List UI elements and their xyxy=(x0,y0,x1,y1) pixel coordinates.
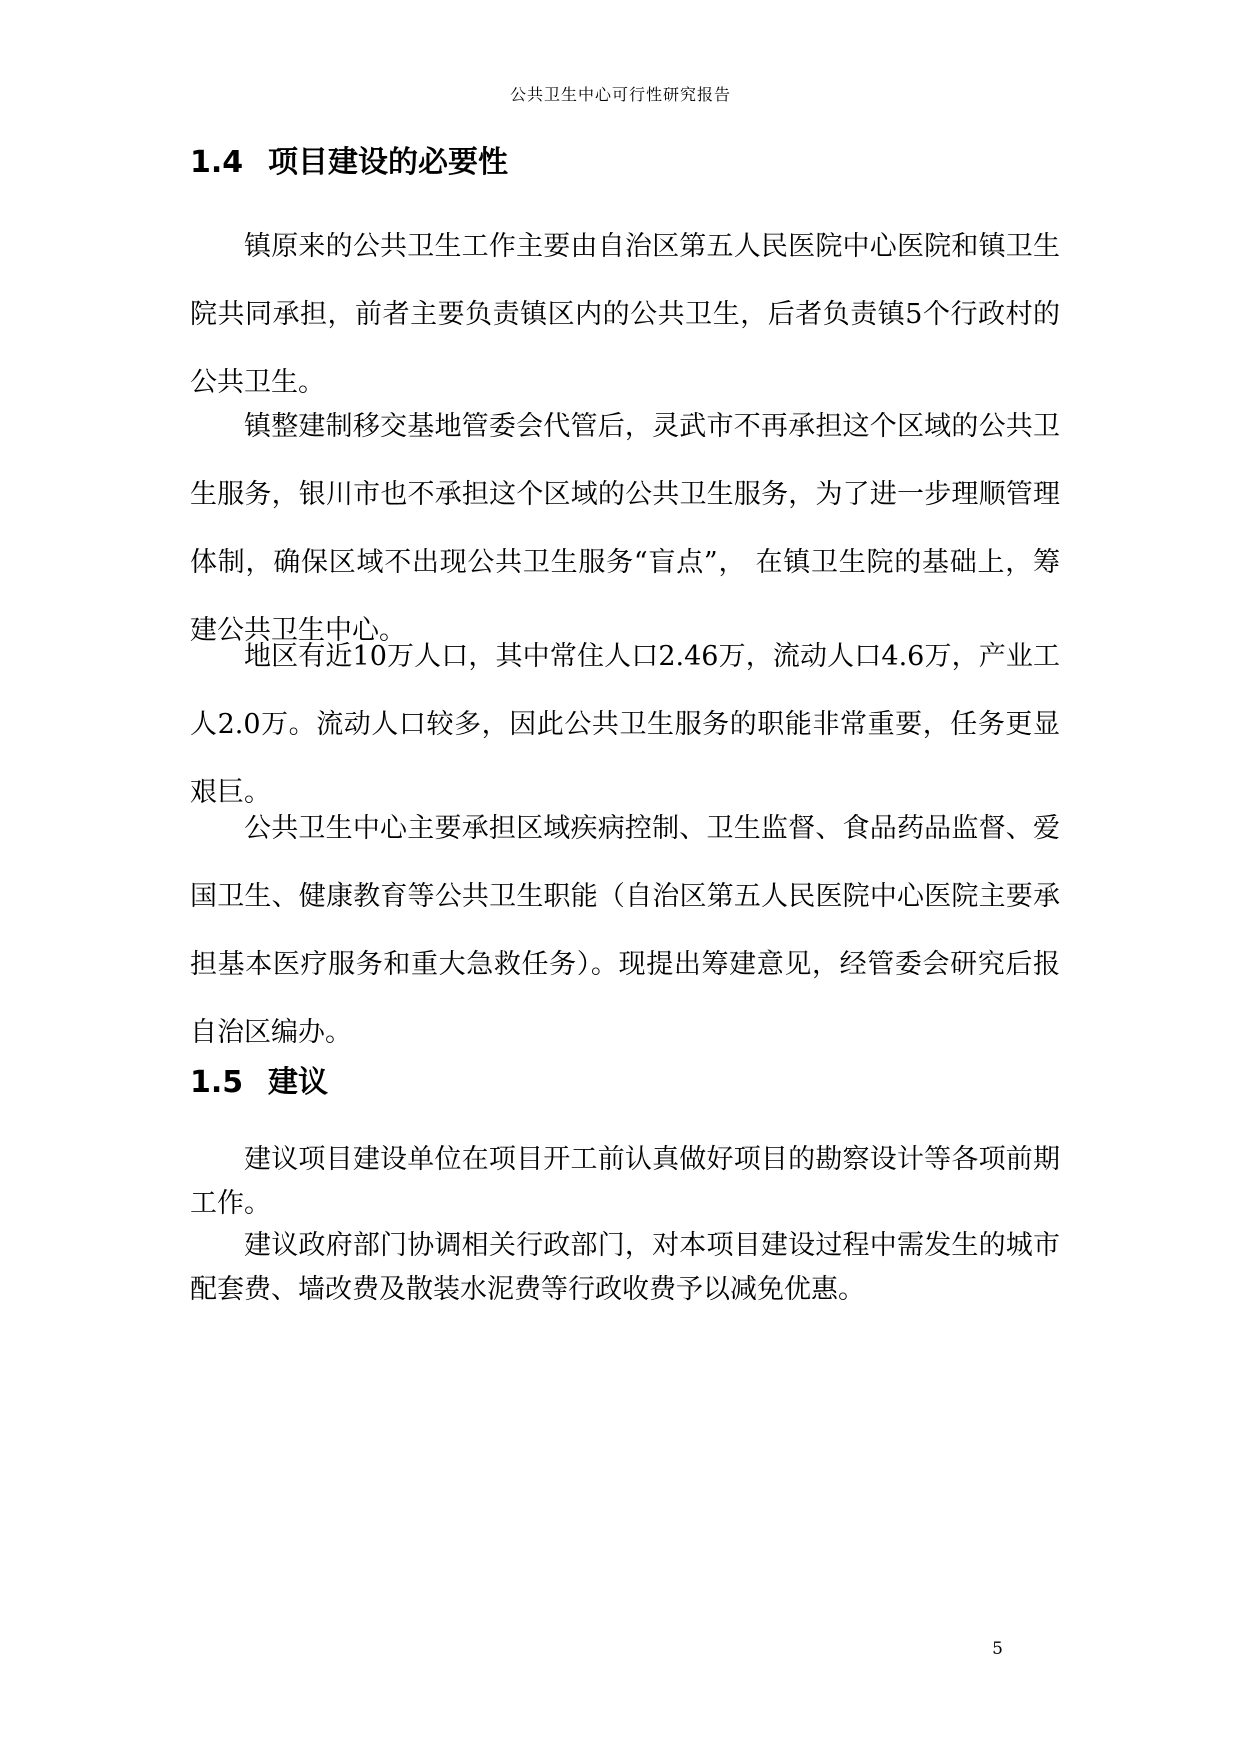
body-paragraph: 地区有近10万人口，其中常住人口2.46万，流动人口4.6万，产业工人2.0万。流动人口较多，因此公共卫生服务的职能非常重要，任务更显艰巨。 xyxy=(190,641,1060,808)
body-paragraph: 建议政府部门协调相关行政部门，对本项目建设过程中需发生的城市配套费、墙改费及散装水泥费等行政收费予以减免优惠。 xyxy=(190,1230,1060,1305)
body-paragraph: 镇整建制移交基地管委会代管后，灵武市不再承担这个区域的公共卫生服务，银川市也不承担这个区域的公共卫生服务，为了进一步理顺管理体制，确保区域不出现公共卫生服务“盲点”， 在镇卫生院的基础上，筹建公共卫生中心。 xyxy=(190,411,1060,646)
section-title: 建议 xyxy=(268,1065,328,1100)
section-number: 1.4 xyxy=(190,145,244,180)
page-number: 5 xyxy=(992,1639,1003,1659)
body-paragraph: 镇原来的公共卫生工作主要由自治区第五人民医院中心医院和镇卫生院共同承担，前者主要负责镇区内的公共卫生，后者负责镇5个行政村的公共卫生。 xyxy=(190,231,1060,398)
section-heading-1-5 xyxy=(190,1063,328,1103)
body-paragraph: 公共卫生中心主要承担区域疾病控制、卫生监督、食品药品监督、爱国卫生、健康教育等公共卫生职能（自治区第五人民医院中心医院主要承担基本医疗服务和重大急救任务）。现提出筹建意见，经管委会研究后报自治区编办。 xyxy=(190,813,1060,1048)
section-heading-1-4 xyxy=(190,143,508,183)
running-header: 公共卫生中心可行性研究报告 xyxy=(509,85,731,104)
body-paragraph: 建议项目建设单位在项目开工前认真做好项目的勘察设计等各项前期工作。 xyxy=(190,1144,1060,1219)
section-title: 项目建设的必要性 xyxy=(268,145,508,180)
section-number: 1.5 xyxy=(190,1065,244,1100)
